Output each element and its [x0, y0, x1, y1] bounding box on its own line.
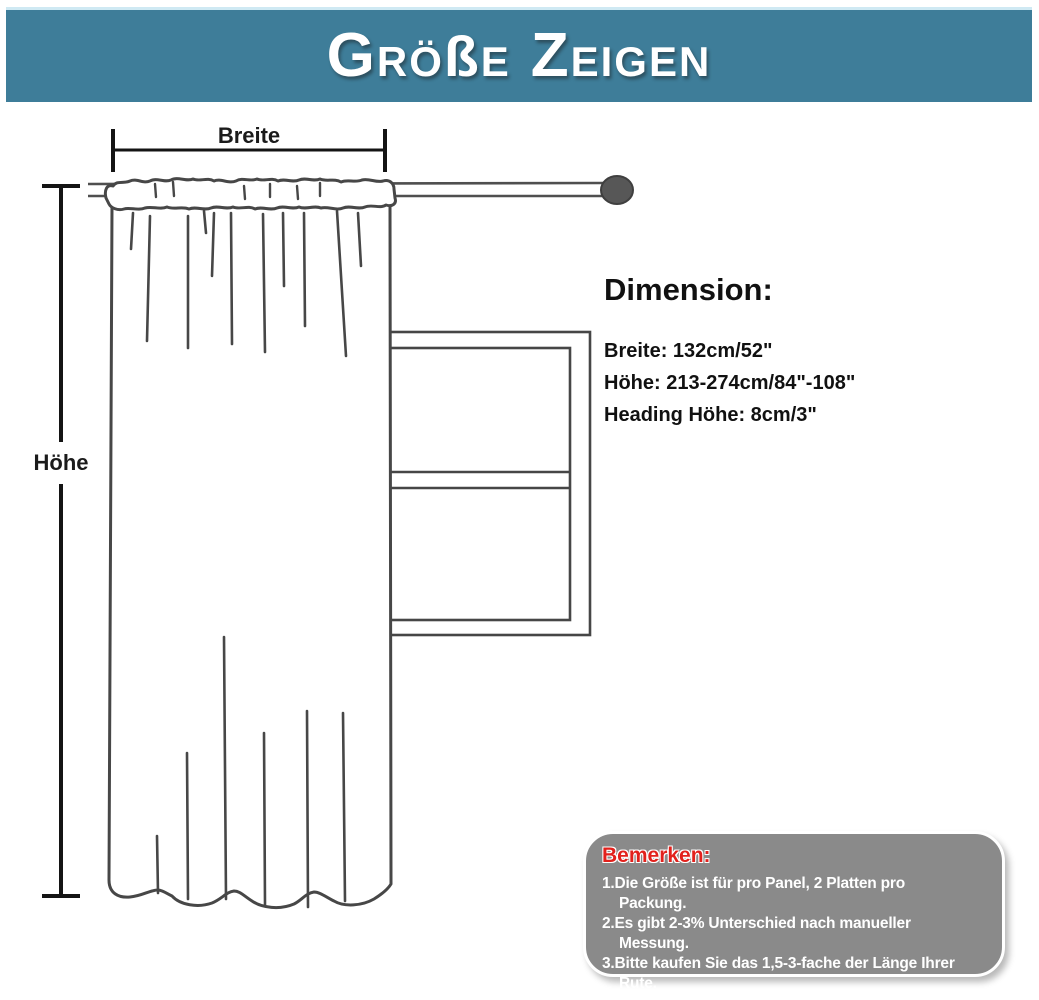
- title-letter-g: G: [326, 21, 377, 90]
- title-letters-ro: RÖ: [376, 38, 444, 85]
- curtain-panel: [109, 204, 391, 908]
- note-3-line-2: Rute.: [619, 975, 657, 992]
- dimension-heading: Heading Höhe: 8cm/3": [604, 404, 817, 426]
- note-item-1: [602, 874, 990, 914]
- height-measure-line: [42, 186, 80, 896]
- note-1-line-1: 1.Die Größe ist für pro Panel, 2 Platten pro: [602, 875, 905, 892]
- title-letter-z: Z: [530, 21, 571, 90]
- title-letter-e: E: [480, 38, 511, 85]
- note-1-line-2: Packung.: [619, 895, 687, 912]
- dimension-height: Höhe: 213-274cm/84"-108": [604, 372, 856, 394]
- curtain: [105, 179, 395, 908]
- width-label: Breite: [217, 123, 281, 148]
- title-letter-ss: ß: [443, 25, 481, 89]
- note-item-2: [602, 914, 990, 954]
- dimension-block: [604, 272, 855, 438]
- title-letters-eigen: EIGEN: [570, 38, 712, 85]
- dimension-width: Breite: 132cm/52": [604, 340, 773, 362]
- note-item-3: [602, 954, 990, 994]
- curtain-ruffle-header: [105, 179, 395, 210]
- rod-finial: [601, 176, 633, 204]
- dimension-title: Dimension:: [604, 272, 773, 307]
- note-2-line-1: 2.Es gibt 2-3% Unterschied nach manueller: [602, 915, 911, 932]
- notes-title: Bemerken:: [602, 844, 711, 867]
- note-3-line-1: 3.Bitte kaufen Sie das 1,5-3-fache der Länge Ihrer: [602, 955, 955, 972]
- notes-box: [583, 831, 1005, 992]
- note-2-line-2: Messung.: [619, 935, 689, 952]
- height-label: Höhe: [33, 450, 89, 475]
